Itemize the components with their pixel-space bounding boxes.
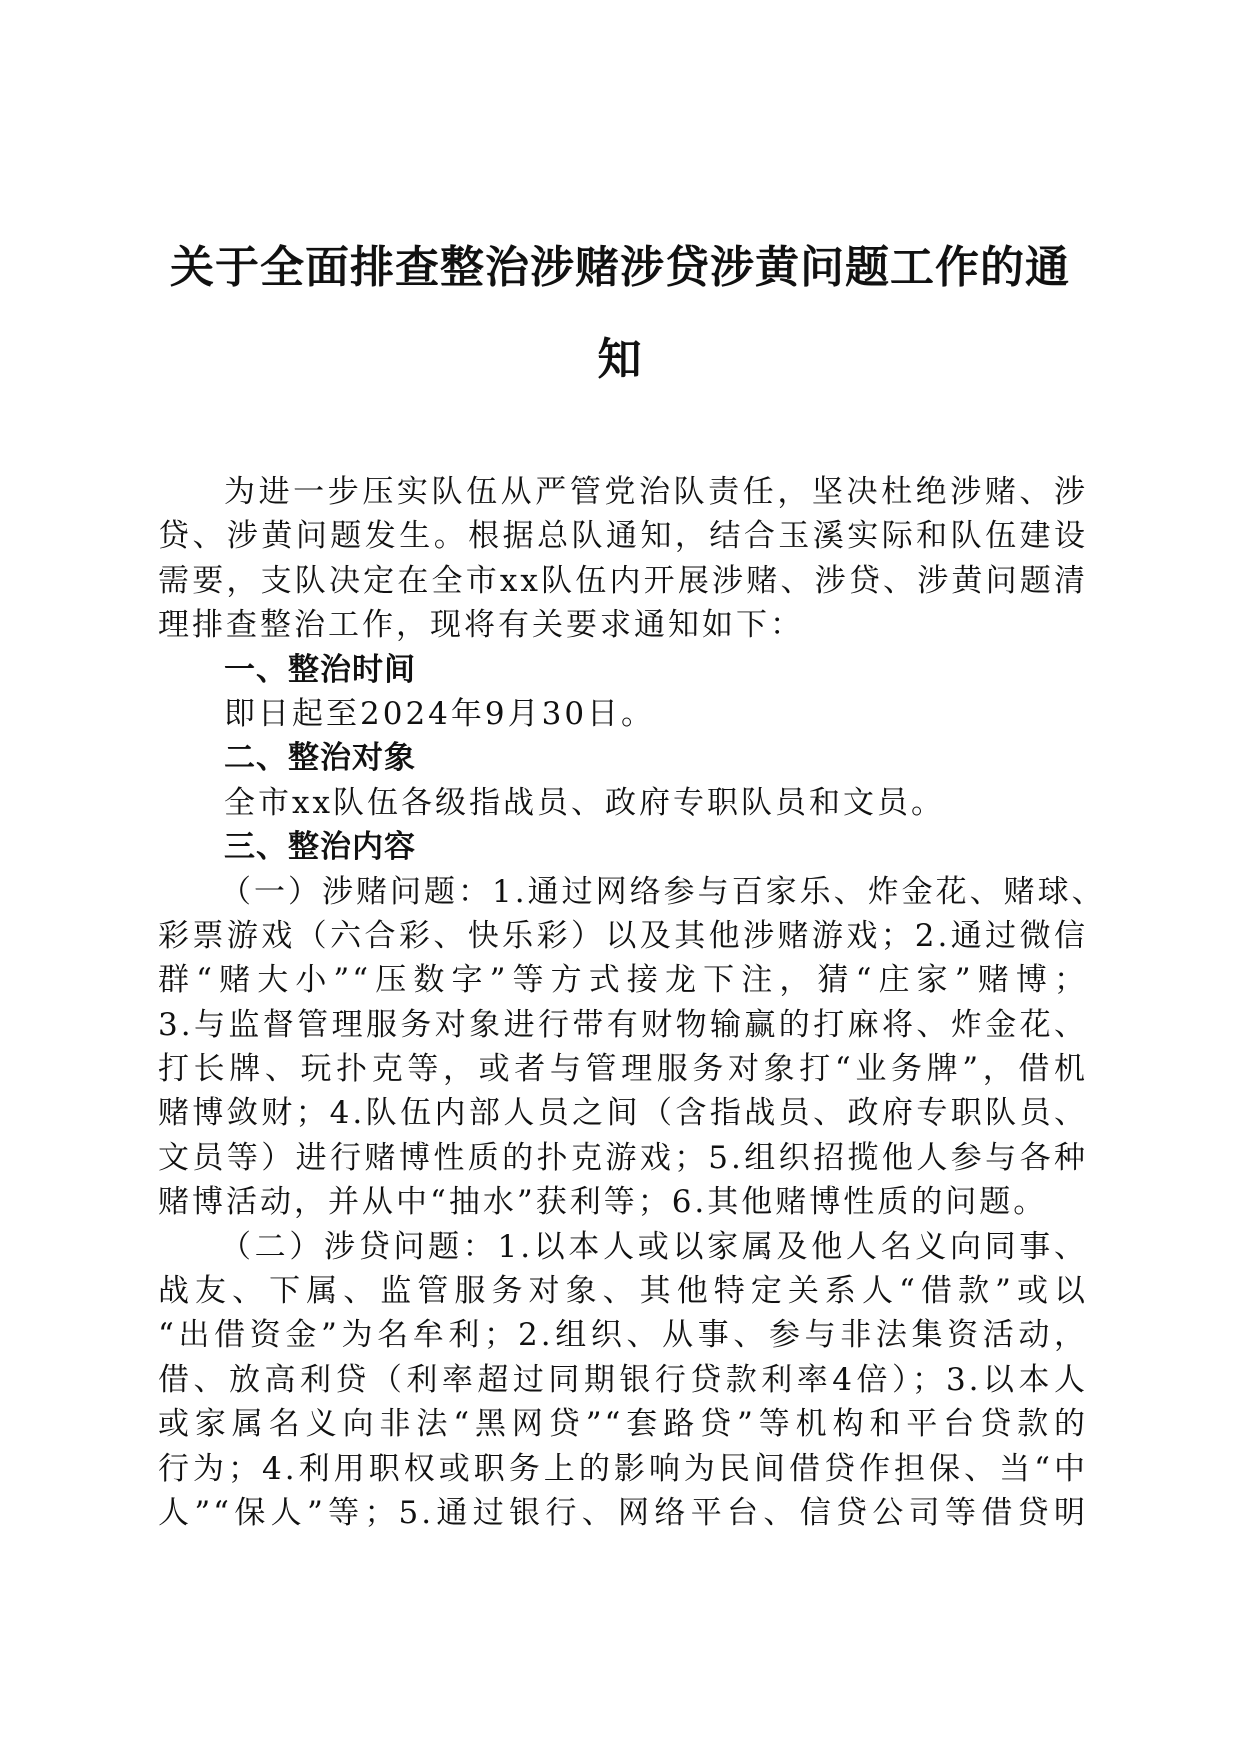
section-heading-content: 三、整治内容 [224, 829, 416, 866]
gambling-line: 打长牌、玩扑克等，或者与管理服务对象打“业务牌”，借机 [158, 1051, 1088, 1088]
loan-line: 或家属名义向非法“黑网贷”“套路贷”等机构和平台贷款的 [158, 1406, 1088, 1443]
gambling-line: （一）涉赌问题：1.通过网络参与百家乐、炸金花、赌球、 [220, 873, 1106, 910]
loan-line: 借、放高利贷（利率超过同期银行贷款利率4倍）；3.以本人 [158, 1361, 1088, 1398]
section-heading-time: 一、整治时间 [224, 651, 416, 688]
gambling-line: 赌博活动，并从中“抽水”获利等；6.其他赌博性质的问题。 [158, 1184, 1048, 1221]
document-title [150, 222, 1090, 406]
loan-line: 战友、下属、监管服务对象、其他特定关系人“借款”或以 [158, 1273, 1088, 1310]
gambling-line: 彩票游戏（六合彩、快乐彩）以及其他涉赌游戏；2.通过微信 [158, 917, 1088, 954]
loan-line: 行为；4.利用职权或职务上的影响为民间借贷作担保、当“中 [158, 1450, 1088, 1487]
intro-line: 理排查整治工作，现将有关要求通知如下： [158, 607, 804, 644]
section-text-time: 即日起至2024年9月30日。 [224, 695, 656, 732]
intro-line: 为进一步压实队伍从严管党治队责任，坚决杜绝涉赌、涉 [224, 474, 1088, 510]
gambling-line: 3.与监督管理服务对象进行带有财物输赢的打麻将、炸金花、 [158, 1006, 1088, 1043]
loan-line: （二）涉贷问题：1.以本人或以家属及他人名义向同事、 [220, 1228, 1088, 1265]
intro-line: 贷、涉黄问题发生。根据总队通知，结合玉溪实际和队伍建设 [158, 518, 1088, 555]
gambling-line: 赌博敛财；4.队伍内部人员之间（含指战员、政府专职队员、 [158, 1095, 1088, 1132]
loan-line: “出借资金”为名牟利；2.组织、从事、参与非法集资活动， [158, 1317, 1088, 1354]
loan-line: 人”“保人”等；5.通过银行、网络平台、信贷公司等借贷明 [158, 1494, 1088, 1531]
intro-line: 需要，支队决定在全市xx队伍内开展涉赌、涉贷、涉黄问题清 [158, 562, 1088, 599]
section-text-target: 全市xx队伍各级指战员、政府专职队员和文员。 [224, 784, 945, 821]
gambling-line: 文员等）进行赌博性质的扑克游戏；5.组织招揽他人参与各种 [158, 1139, 1088, 1176]
document-body [158, 470, 1106, 1535]
gambling-line: 群“赌大小”“压数字”等方式接龙下注，猜“庄家”赌博； [158, 962, 1088, 999]
title-line: 知 [597, 334, 643, 385]
title-line: 关于全面排查整治涉赌涉贷涉黄问题工作的通 [170, 242, 1070, 293]
section-heading-target: 二、整治对象 [224, 740, 416, 777]
